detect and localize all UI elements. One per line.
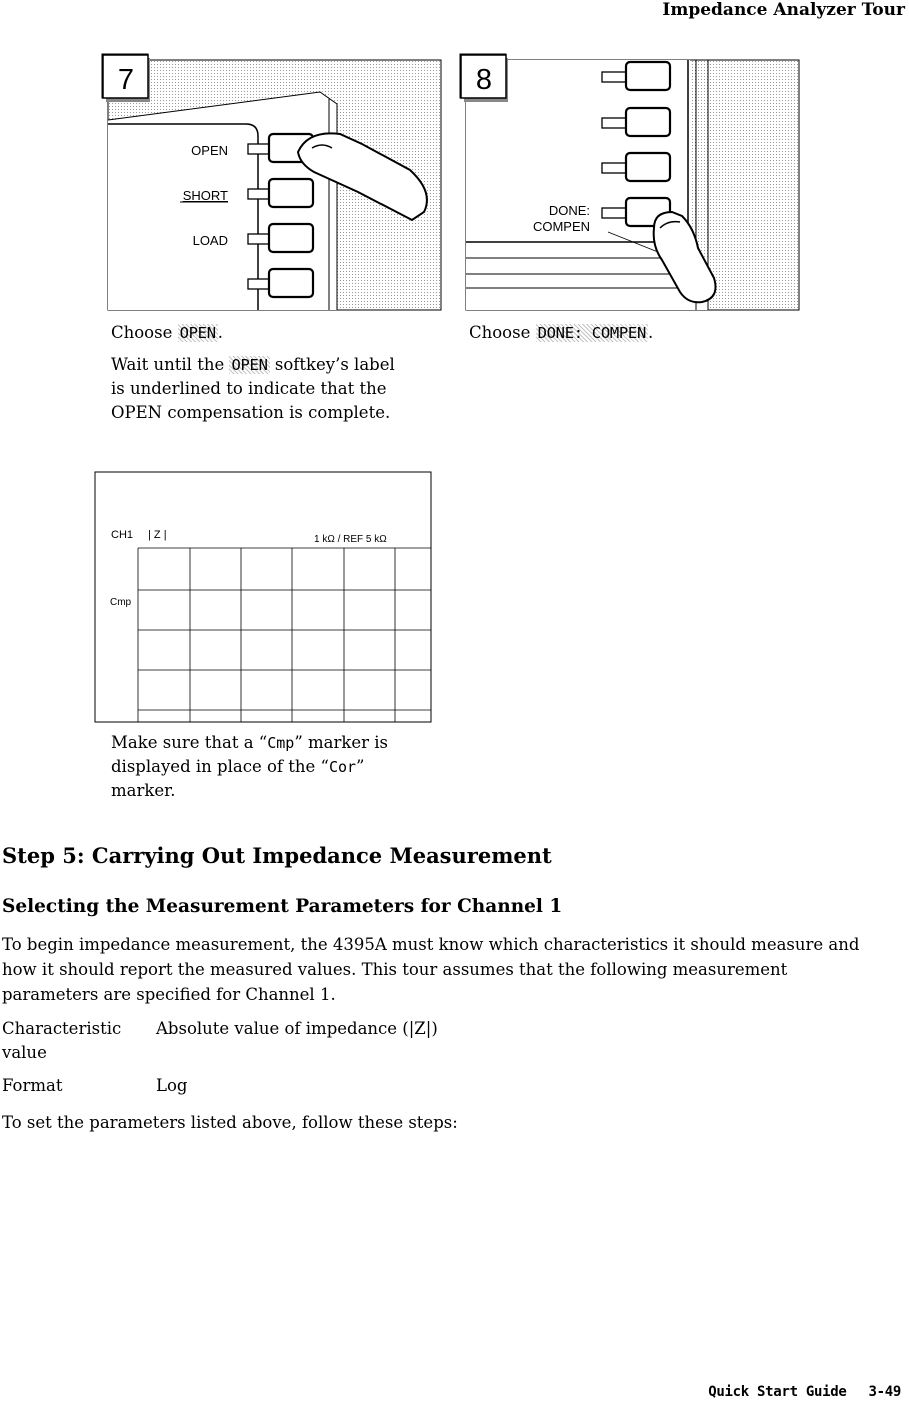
param-label-format: Format bbox=[2, 1076, 63, 1095]
cmp-marker: Cmp bbox=[110, 597, 132, 608]
figure-8-illustration bbox=[458, 52, 803, 314]
analyzer-screen bbox=[94, 471, 434, 725]
softkey-label-done: DONE: bbox=[548, 203, 590, 218]
channel-label: CH1 bbox=[111, 529, 134, 541]
cmp-code: Cmp bbox=[267, 734, 295, 752]
intro-paragraph: To begin impedance measurement, the 4395A must know which characteristics it should measure and how it should report the measured values. This tour assumes that the following measurement parameters are specified for Channel 1. bbox=[2, 935, 860, 1004]
page-footer bbox=[708, 1384, 901, 1400]
running-header: Impedance Analyzer Tour bbox=[662, 0, 905, 20]
open-softkey-ref: OPEN bbox=[179, 324, 216, 342]
figure-7-caption: Choose OPEN . Wait until the OPEN softkey’s label is underlined to indicate that the OPEN compensation is complete. bbox=[111, 323, 395, 422]
param-value-format: Log bbox=[156, 1076, 188, 1095]
scale-label: 1 kΩ / REF 5 kΩ bbox=[314, 534, 387, 545]
step-number-7: 7 bbox=[117, 64, 135, 96]
guide-name: Quick Start Guide bbox=[708, 1384, 847, 1400]
param-label-characteristic: Characteristic value bbox=[2, 1019, 122, 1062]
softkey-label-load: LOAD bbox=[192, 233, 228, 248]
parameter-label: | Z | bbox=[148, 529, 167, 541]
step-number-8: 8 bbox=[475, 64, 493, 96]
subsection-heading: Selecting the Measurement Parameters for Channel 1 bbox=[2, 896, 563, 917]
softkey-label-compen: COMPEN bbox=[532, 219, 590, 234]
section-heading: Step 5: Carrying Out Impedance Measurement bbox=[2, 843, 552, 868]
figure-7-illustration bbox=[100, 52, 445, 314]
softkey-label-short: SHORT bbox=[182, 188, 228, 203]
param-value-characteristic: Absolute value of impedance (|Z|) bbox=[156, 1019, 438, 1038]
figure-8-caption: Choose DONE: COMPEN . bbox=[469, 323, 654, 342]
cor-code: Cor bbox=[328, 758, 357, 776]
screen-caption: Make sure that a “Cmp” marker is displayed in place of the “Cor” marker. bbox=[111, 733, 389, 800]
open-softkey-ref-2: OPEN bbox=[231, 356, 268, 374]
page-number: 3-49 bbox=[868, 1384, 901, 1400]
instruction-text: To set the parameters listed above, follow these steps: bbox=[2, 1113, 458, 1132]
softkey-label-open: OPEN bbox=[191, 143, 228, 158]
done-compen-softkey-ref: DONE: COMPEN bbox=[537, 324, 646, 342]
